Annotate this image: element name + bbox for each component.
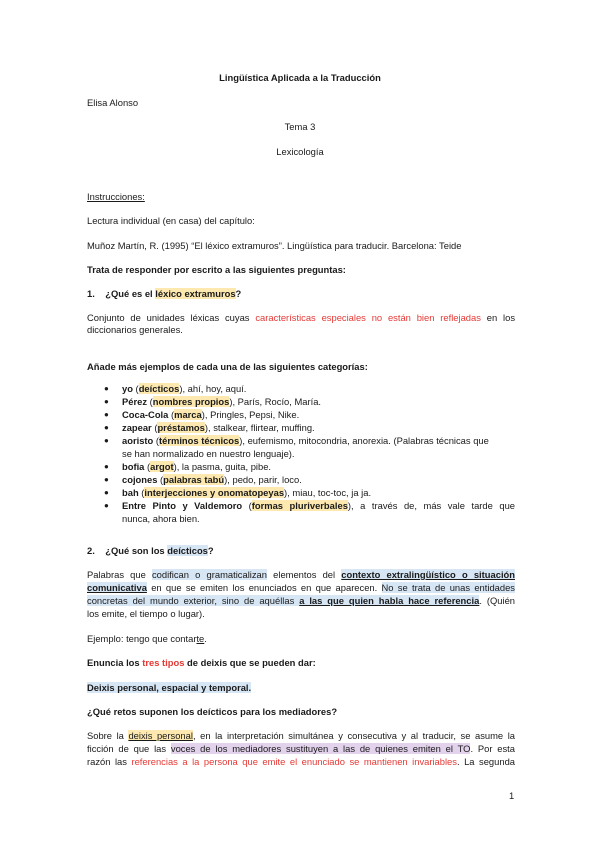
reference: Muñoz Martín, R. (1995) “El léxico extramuros”. Lingüística para traducir. Barcelona: Teide — [87, 240, 462, 251]
q2-paragraph-line-1: Palabras que codifican o gramaticalizan elementos del contexto extralingüístico o situación — [87, 569, 515, 580]
topic: Tema 3 — [284, 121, 316, 132]
list-item: zapear (préstamos), stalkear, flirtear, muffing. — [122, 422, 315, 433]
retos-line-1: Sobre la deixis personal, en la interpretación simultánea y consecutiva y al traducir, se asume la — [87, 730, 515, 741]
q2-paragraph-line-3: concretas del mundo exterior, sino de aquéllas a las que quien habla hace referencia. (Quién — [87, 595, 515, 606]
q2-paragraph-line-4: los emite, el tiempo o lugar). — [87, 608, 205, 619]
subtitle: Lexicología — [276, 146, 324, 157]
q1-answer-line-1: Conjunto de unidades léxicas cuyas características especiales no están bien reflejadas en los — [87, 312, 516, 323]
instructions-line: Lectura individual (en casa) del capítulo: — [87, 215, 255, 226]
list-item: bah (interjecciones y onomatopeyas), miau, toc-toc, ja ja. — [122, 487, 372, 498]
bullet: ● — [104, 475, 109, 484]
list-item: bofia (argot), la pasma, guita, pibe. — [122, 461, 272, 472]
bullet: ● — [104, 488, 109, 497]
deixis-types: Deixis personal, espacial y temporal. — [87, 682, 252, 693]
page-number: 1 — [509, 790, 515, 801]
list-item: aoristo (términos técnicos), eufemismo, mitocondria, anorexia. (Palabras técnicas que — [122, 435, 489, 446]
list-item: Pérez (nombres propios), París, Rocío, María. — [122, 396, 322, 407]
retos-line-3: razón las referencias a la persona que emite el enunciado se mantienen invariables. La segunda — [87, 756, 515, 767]
q2-paragraph-line-2: comunicativa en que se emiten los enunciados en que aparecen. No se trata de unas entidades — [87, 582, 515, 593]
list-item: Entre Pinto y Valdemoro (formas pluriverbales), a través de, más vale tarde que — [122, 500, 515, 511]
retos-line-2: ficción de que las voces de los mediadores sustituyen a las de quienes emiten el TO. Por esta — [87, 743, 516, 754]
enuncia-line: Enuncia los tres tipos de deixis que se pueden dar: — [87, 657, 316, 668]
question-number: 2. — [87, 545, 95, 556]
list-item: Coca-Cola (marca), Pringles, Pepsi, Nike. — [122, 409, 300, 420]
prompt: Trata de responder por escrito a las siguientes preguntas: — [87, 264, 346, 275]
example-line: Ejemplo: tengo que contarte. — [87, 633, 207, 644]
bullet: ● — [104, 423, 109, 432]
question-number: 1. — [87, 288, 95, 299]
q1-answer-line-2: diccionarios generales. — [87, 324, 183, 335]
bullet: ● — [104, 436, 109, 445]
bullet: ● — [104, 462, 109, 471]
list-item: yo (deícticos), ahí, hoy, aquí. — [122, 383, 247, 394]
retos-question: ¿Qué retos suponen los deícticos para los mediadores? — [87, 706, 338, 717]
bullet: ● — [104, 501, 109, 510]
instructions-heading: Instrucciones: — [87, 191, 145, 202]
list-item: cojones (palabras tabú), pedo, parir, loco. — [122, 474, 302, 485]
list-item-continuation: se han normalizado en nuestro lenguaje). — [122, 448, 295, 459]
author: Elisa Alonso — [87, 97, 139, 108]
bullet: ● — [104, 397, 109, 406]
examples-heading: Añade más ejemplos de cada una de las siguientes categorías: — [87, 361, 368, 372]
question-2: 2. ¿Qué son los deícticos? — [87, 545, 214, 556]
question-1: 1. ¿Qué es el léxico extramuros? — [87, 288, 242, 299]
list-item-continuation: nunca, ahora bien. — [122, 513, 200, 524]
bullet: ● — [104, 384, 109, 393]
document-title: Lingüística Aplicada a la Traducción — [219, 72, 381, 83]
bullet: ● — [104, 410, 109, 419]
